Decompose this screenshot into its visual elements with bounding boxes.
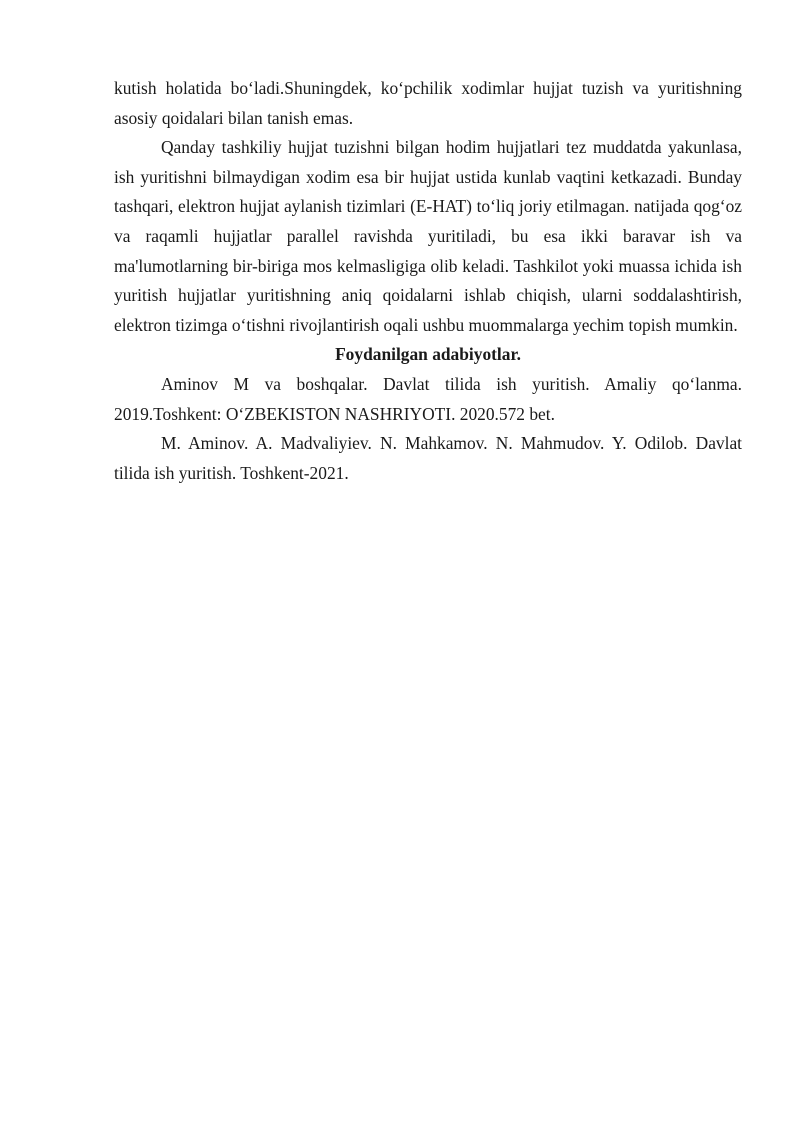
body-paragraph-continued: kutish holatida bo‘ladi.Shuningdek, ko‘pchilik xodimlar hujjat tuzish va yuritishning asosiy qoidalari bilan tanish emas. <box>114 78 742 128</box>
document-page <box>114 74 742 488</box>
references-heading: Foydanilgan adabiyotlar. <box>335 344 521 365</box>
reference-item-2: M. Aminov. A. Madvaliyiev. N. Mahkamov. N. Mahmudov. Y. Odilob. Davlat tilida ish yuritish. Toshkent-2021. <box>114 433 742 483</box>
reference-item-1: Aminov M va boshqalar. Davlat tilida ish yuritish. Amaliy qo‘lanma. 2019.Toshkent: O‘ZBEKISTON NASHRIYOTI. 2020.572 bet. <box>114 373 742 424</box>
body-paragraph: Qanday tashkiliy hujjat tuzishni bilgan hodim hujjatlari tez muddatda yakunlasa, ish yuritishni bilmaydigan xodim esa bir hujjat ustida kunlab vaqtini ketkazadi. Bunday tashqari, elektron hujjat aylanish tizimlari (E-HAT) to‘liq joriy etilmagan. natijada qog‘oz va raqamli hujjatlar parallel ravishda yuritiladi, bu esa ikki baravar ish va ma'lumotlarning bir-biriga mos kelmasligiga olib keladi. Tashkilot yoki muassa ichida ish yuritish hujjatlar yuritishning aniq qoidalarni ishlab chiqish, ularni soddalashtirish, elektron tizimga o‘tishni rivojlantirish oqali ushbu muommalarga yechim topish mumkin. <box>114 137 742 335</box>
